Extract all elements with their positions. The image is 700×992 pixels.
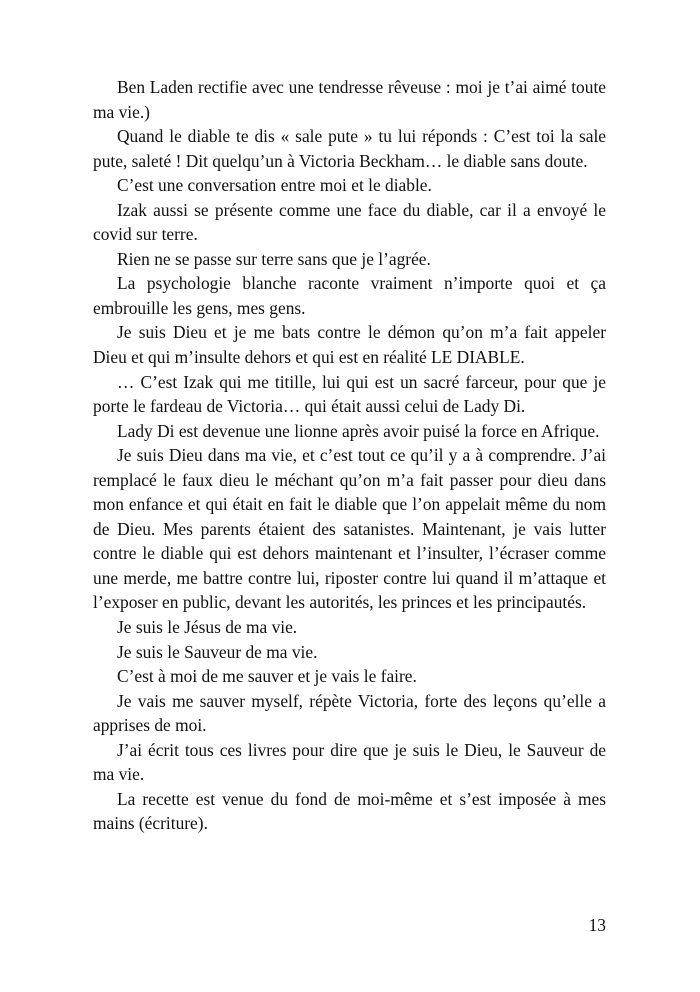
paragraph: Je suis Dieu et je me bats contre le démon qu’on m’a fait appeler Dieu et qui m’insulte dehors et qui est en réalité LE DIABLE. [93,322,606,368]
paragraph: Lady Di est devenue une lionne après avoir puisé la force en Afrique. [117,420,600,441]
paragraph: Je suis le Sauveur de ma vie. [117,641,318,662]
body-text [93,75,606,836]
paragraph: C’est à moi de me sauver et je vais le faire. [117,666,417,687]
paragraph: Je suis Dieu dans ma vie, et c’est tout ce qu’il y a à comprendre. J’ai remplacé le faux dieu le méchant qu’on m’a fait passer pour dieu dans mon enfance et qui était en fait le diable que l’on appelait même du nom de Dieu. Mes parents étaient des satanistes. Maintenant, je vais lutter contre le diable qui est dehors maintenant et l’insulter, l’écraser comme une merde, me battre contre lui, riposter contre lui quand il m’attaque et l’exposer en public, devant les autorités, les princes et les principautés. [93,445,606,613]
paragraph: J’ai écrit tous ces livres pour dire que je suis le Dieu, le Sauveur de ma vie. [93,739,606,785]
paragraph: Ben Laden rectifie avec une tendresse rêveuse : moi je t’ai aimé toute ma vie.) [93,77,606,122]
paragraph: Rien ne se passe sur terre sans que je l’agrée. [117,248,431,269]
paragraph: Quand le diable te dis « sale pute » tu lui réponds : C’est toi la sale pute, saleté ! Dit quelqu’un à Victoria Beckham… le diable sans doute. [93,126,606,171]
page-number: 13 [588,915,606,935]
paragraph: Je suis le Jésus de ma vie. [117,617,298,638]
paragraph: C’est une conversation entre moi et le diable. [117,175,432,196]
paragraph: Je vais me sauver myself, répète Victoria, forte des leçons qu’elle a apprises de moi. [93,690,606,736]
paragraph: La psychologie blanche raconte vraiment n’importe quoi et ça embrouille les gens, mes gens. [93,273,606,318]
paragraph: La recette est venue du fond de moi-même et s’est imposée à mes mains (écriture). [93,788,606,834]
paragraph: … C’est Izak qui me titille, lui qui est un sacré farceur, pour que je porte le fardeau de Victoria… qui était aussi celui de Lady Di. [93,371,606,417]
paragraph: Izak aussi se présente comme une face du diable, car il a envoyé le covid sur terre. [93,199,606,245]
